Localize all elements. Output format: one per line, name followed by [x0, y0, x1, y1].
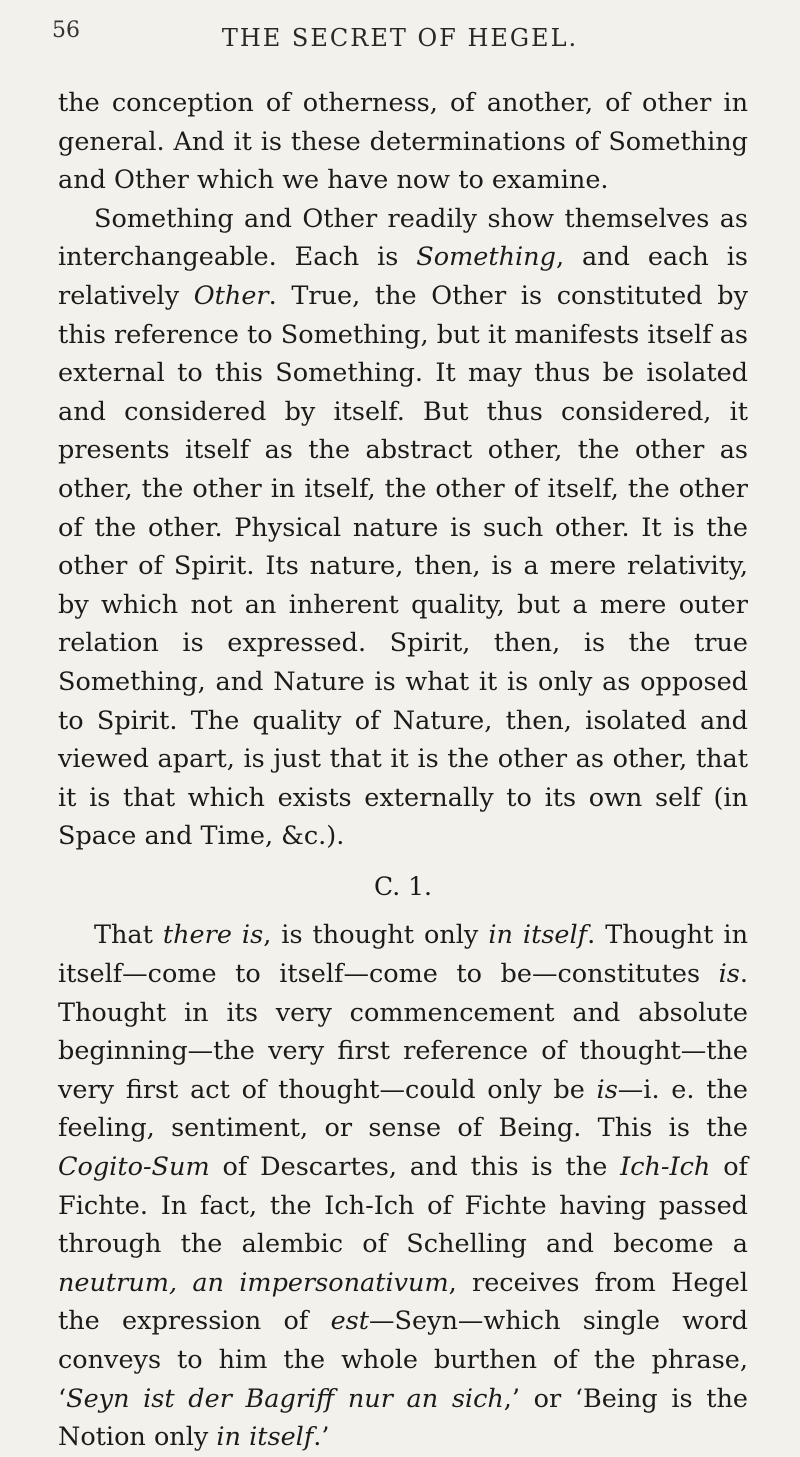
text-run: , is thought only — [263, 920, 489, 951]
italic-text: is — [596, 1074, 618, 1105]
text-run: —Seyn—which single word conveys to him the whole burthen of the phrase, ‘ — [58, 1306, 748, 1414]
section-heading: C. 1. — [374, 871, 432, 901]
text-run: the conception of otherness, of another, of other in general. And it is these determinations of Something and Other which we have now to examine. — [58, 88, 748, 196]
italic-text: est — [330, 1306, 370, 1337]
italic-text: there is — [162, 920, 264, 951]
text-run: of Fichte. In fact, the Ich-Ich of Fichte having passed through the alembic of Schelling and become a — [58, 1152, 748, 1260]
text-run: . Thought in itself—come to itself—come to be—constitutes — [58, 920, 749, 990]
text-run: —i. e. the feeling, sentiment, or sense of Being. This is the — [58, 1074, 748, 1144]
italic-text: is — [718, 959, 740, 990]
italic-text: neutrum, an impersonativum — [58, 1267, 449, 1298]
running-head: THE SECRET OF HEGEL. — [221, 24, 579, 52]
text-run: That — [94, 920, 163, 951]
text-run: , receives from Hegel the expression of — [58, 1267, 748, 1337]
italic-text: Ich-Ich — [620, 1152, 711, 1183]
italic-text: in itself — [488, 920, 588, 951]
italic-text: in itself — [216, 1422, 314, 1453]
page-number: 56 — [52, 18, 80, 43]
paragraph-continuation — [58, 84, 748, 200]
italic-text: Cogito-Sum — [58, 1152, 210, 1183]
text-run: ,’ or ‘Being is the Notion only — [58, 1383, 748, 1453]
text-run: . True, the Other is constituted by this reference to Something, but it manifests itself as external to this Something. It may thus be isolated and considered by itself. But thus considered, it presents itself as the abstract other, the other as other, the other in itself, the other of itself, the other of the other. Physical nature is such other. It is the other of Spirit. Its nature, then, is a mere relativity, by which not an inherent quality, but a mere outer relation is expressed. Spirit, then, is the true Something, and Nature is what it is only as opposed to Spirit. The quality of Nature, then, isolated and viewed apart, is just that it is the other as other, that it is that which exists externally to its own self (in Space and Time, &c.). — [58, 280, 748, 852]
paragraph-something-and-other — [58, 200, 748, 856]
page-header — [0, 18, 800, 58]
italic-text: Something — [416, 242, 556, 273]
text-run: of Descartes, and this is the — [209, 1152, 621, 1183]
page-body — [58, 84, 748, 1457]
text-run: , and each is relatively — [58, 242, 748, 311]
italic-text: Other — [193, 280, 269, 311]
text-run: . Thought in its very commencement and absolute beginning—the very first reference of thought—the very first act of thought—could only be — [58, 959, 748, 1105]
text-run: Something and Other readily show themselves as interchangeable. Each is — [58, 203, 748, 273]
italic-text: Seyn ist der Bagriff nur an sich — [66, 1383, 504, 1414]
text-run: .’ — [313, 1422, 330, 1453]
paragraph-thought-in-itself — [58, 916, 748, 1456]
